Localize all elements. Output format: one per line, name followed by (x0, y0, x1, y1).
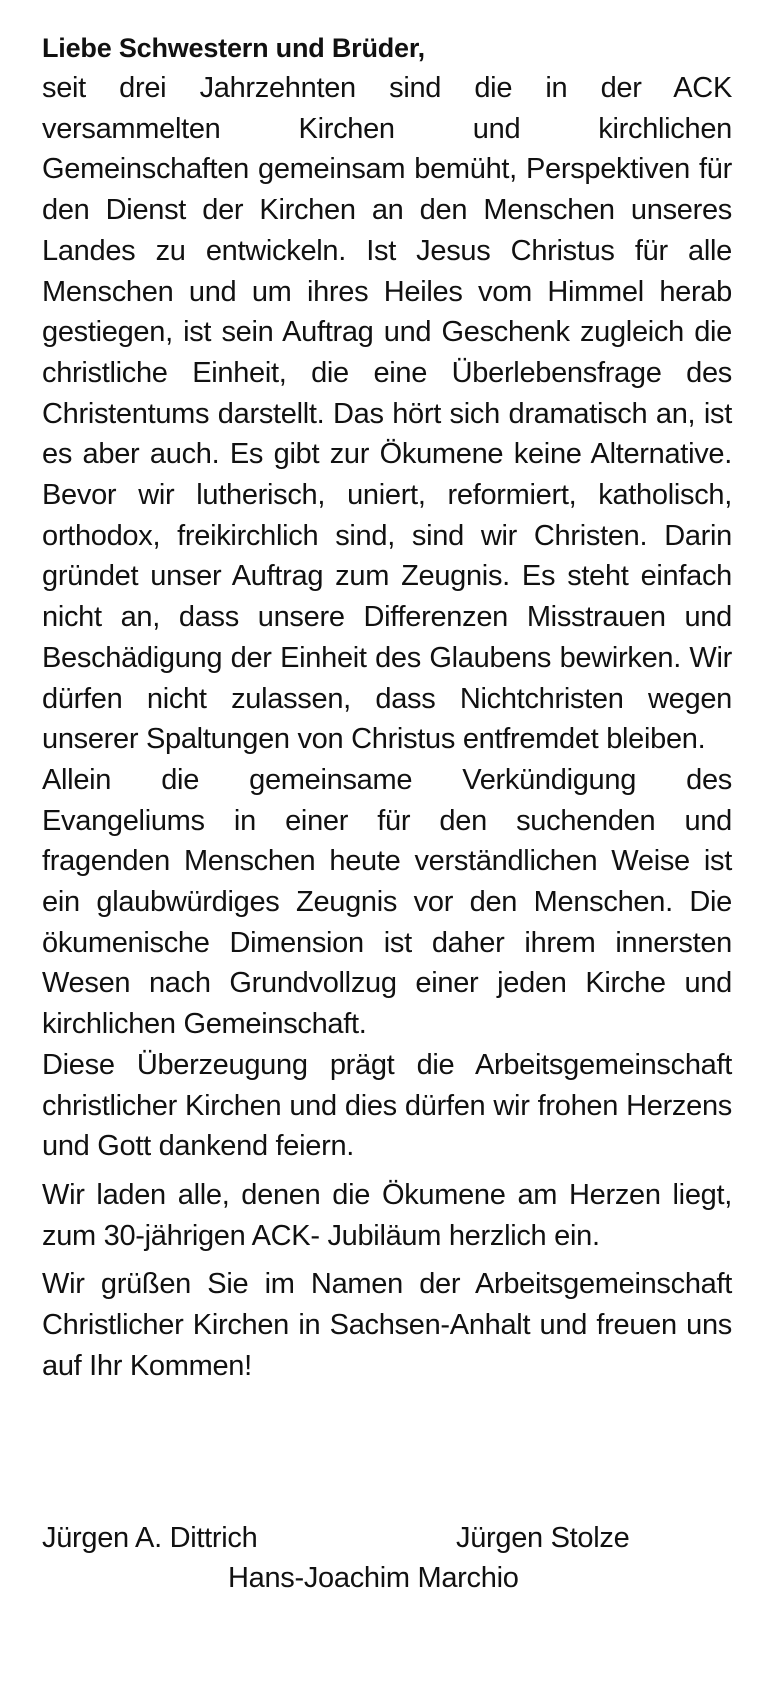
signature-block (42, 1518, 732, 1598)
paragraph-invitation: Wir laden alle, denen die Ökumene am Herzen liegt, zum 30-jährigen ACK- Jubiläum herzlich ein. (42, 1178, 732, 1252)
signature-marchio: Hans-Joachim Marchio (228, 1562, 519, 1594)
paragraph-intro: seit drei Jahrzehnten sind die in der ACK versammelten Kirchen und kirchlichen Gemeinschaften gemeinsam bemüht, Perspektiven für den Dienst der Kirchen an den Menschen unseres Landes zu entwickeln. Ist Jesus Christus für alle Menschen und um ihres Heiles vom Himmel herab gestiegen, ist sein Auftrag und Geschenk zugleich die christliche Einheit, die eine Überlebensfrage des Christentums darstellt. Das hört sich dramatisch an, ist es aber auch. Es gibt zur Ökumene keine Alternative. Bevor wir lutherisch, uniert, reformiert, katholisch, orthodox, freikirchlich sind, sind wir Christen. Darin gründet unser Auftrag zum Zeugnis. Es steht einfach nicht an, dass unsere Differenzen Misstrauen und Beschädigung der Einheit des Glaubens bewirken. Wir dürfen nicht zulassen, dass Nichtchristen wegen unserer Spaltungen von Christus entfremdet bleiben. (42, 72, 732, 756)
salutation: Liebe Schwestern und Brüder, (42, 33, 425, 63)
signature-row-top (42, 1518, 732, 1558)
paragraph-proclamation: Allein die gemeinsame Verkündigung des Evangeliums in einer für den suchenden und fragenden Menschen heute verständlichen Weise ist ein glaubwürdiges Zeugnis vor den Menschen. Die ökumenische Dimension ist daher ihrem innersten Wesen nach Grundvollzug einer jeden Kirche und kirchlichen Gemeinschaft. (42, 763, 732, 1041)
signature-row-bottom (42, 1558, 732, 1598)
paragraph-conviction: Diese Überzeugung prägt die Arbeitsgemeinschaft christlicher Kirchen und dies dürfen wir frohen Herzens und Gott dankend feiern. (42, 1048, 732, 1163)
paragraph-greeting: Wir grüßen Sie im Namen der Arbeitsgemeinschaft Christlicher Kirchen in Sachsen-Anhalt und freuen uns auf Ihr Kommen! (42, 1268, 732, 1382)
letter-body (42, 28, 732, 1387)
signature-stolze: Jürgen Stolze (456, 1522, 630, 1554)
signature-dittrich: Jürgen A. Dittrich (42, 1522, 258, 1554)
